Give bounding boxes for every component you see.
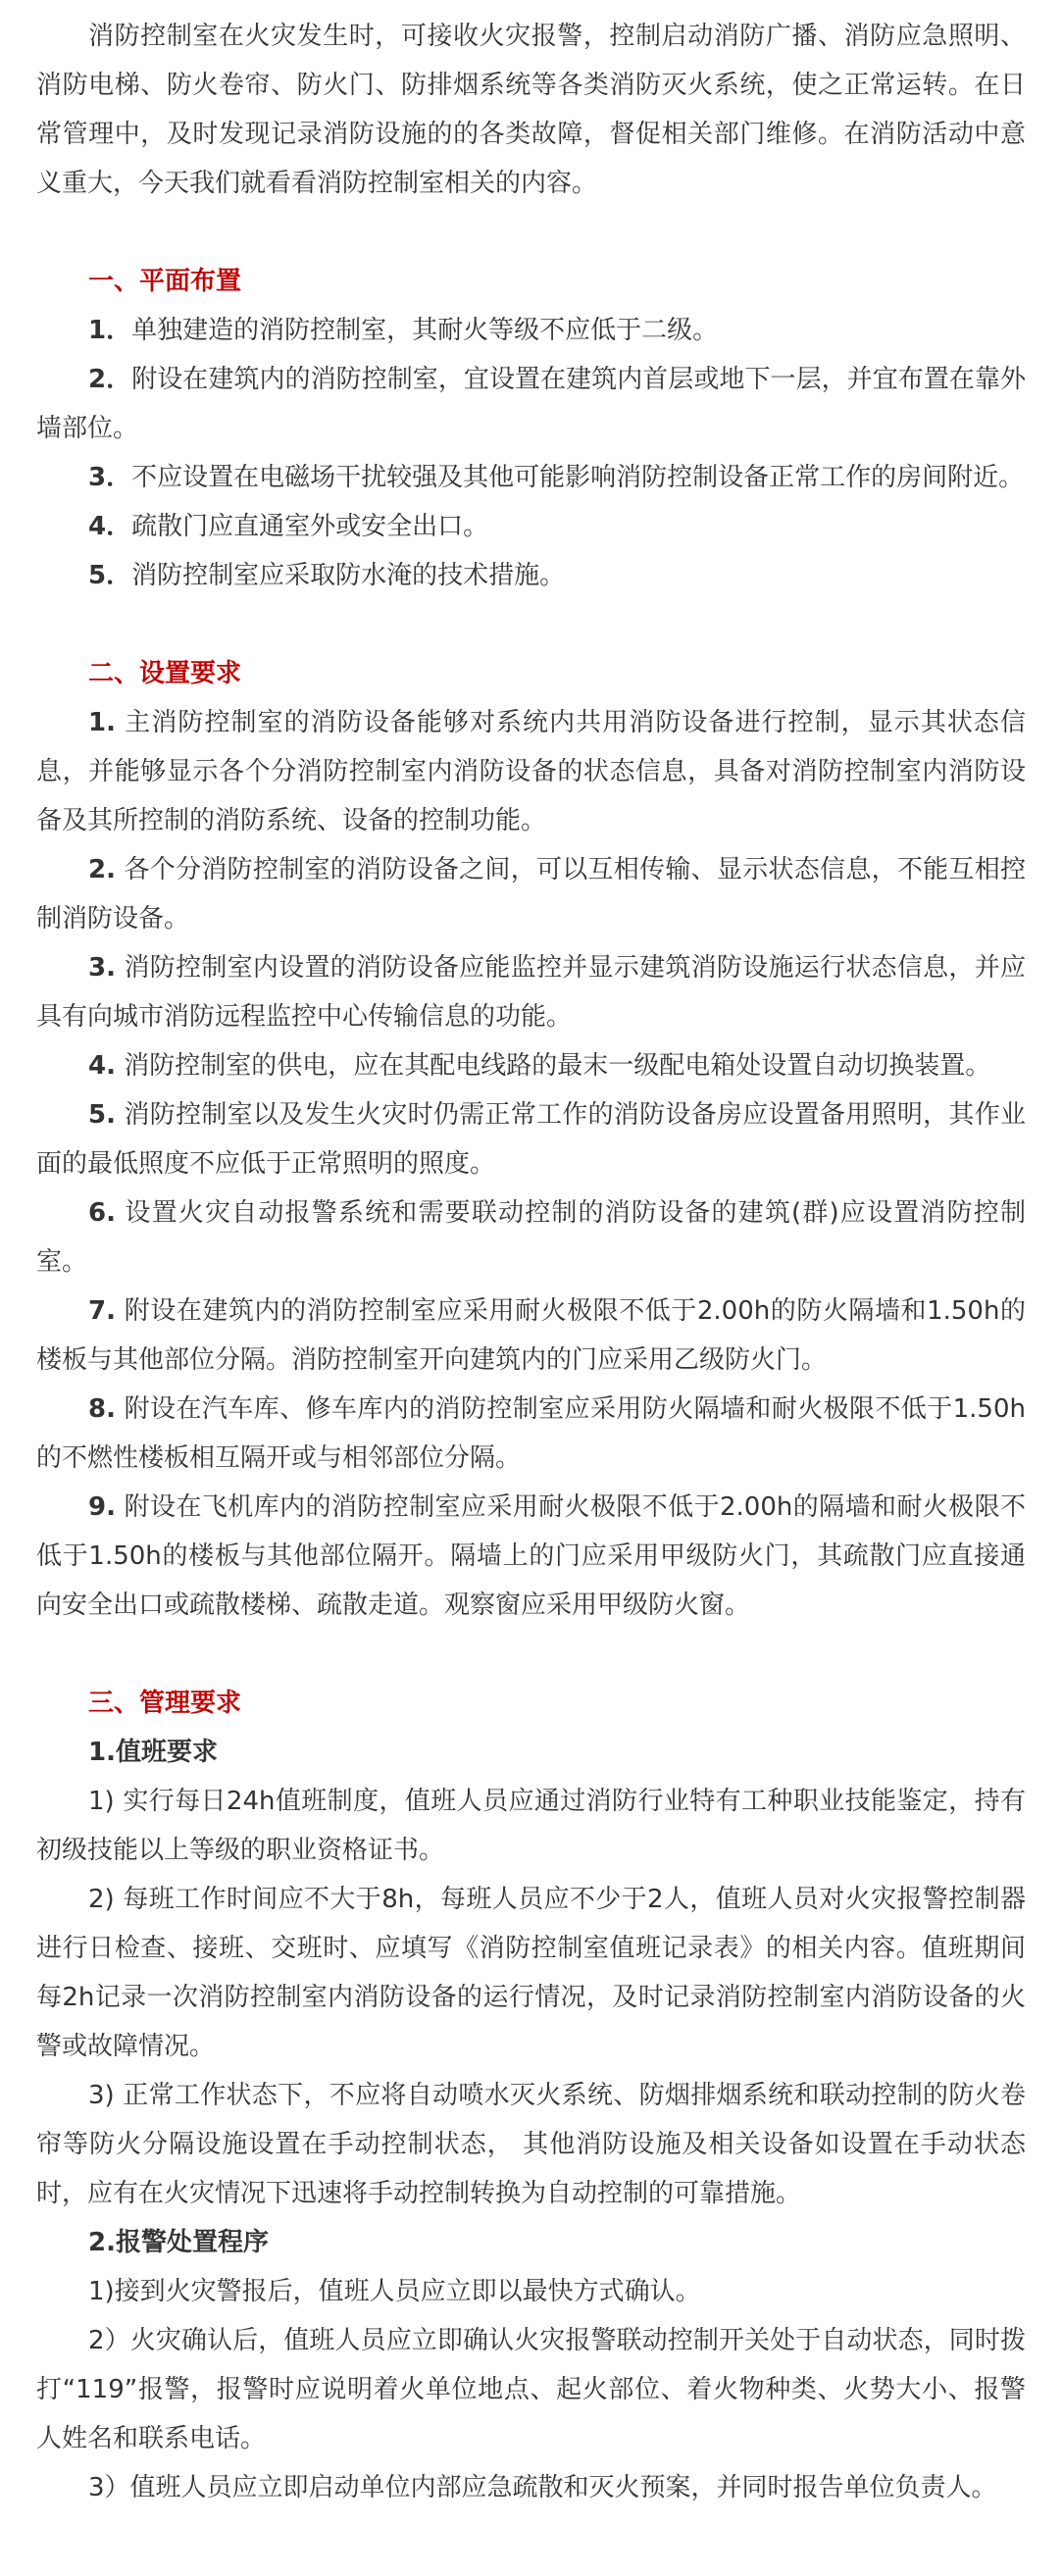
requirement-item [36,1041,1026,1090]
subsection-title-duty: 1.值班要求 [88,1738,218,1767]
item-number: 8. [88,1394,116,1424]
layout-item [36,453,1026,502]
requirement-item [36,845,1026,943]
item-text: 疏散门应直通室外或安全出口。 [131,512,489,541]
item-text: 设置火灾自动报警系统和需要联动控制的消防设备的建筑(群)应设置消防控制室。 [36,1198,1026,1277]
section-title-layout: 一、平面布置 [88,267,242,296]
item-text: 主消防控制室的消防设备能够对系统内共用消防设备进行控制，显示其状态信息，并能够显示各个分消防控制室内消防设备的状态信息，具备对消防控制室内消防设备及其所控制的消防系统、设备的控制功能。 [36,708,1026,835]
item-text: 附设在建筑内的消防控制室，宜设置在建筑内首层或地下一层，并宜布置在靠外墙部位。 [36,365,1026,443]
item-text: 附设在建筑内的消防控制室应采用耐火极限不低于2.00h的防火隔墙和1.50h的楼板与其他部位分隔。消防控制室开向建筑内的门应采用乙级防火门。 [36,1296,1026,1375]
item-text: 附设在汽车库、修车库内的消防控制室应采用防火隔墙和耐火极限不低于1.50h的不燃性楼板相互隔开或与相邻部位分隔。 [36,1394,1026,1473]
alarm-procedure-item: 1)接到火灾警报后，值班人员应立即以最快方式确认。 [88,2277,701,2306]
requirement-item [36,943,1026,1041]
layout-item [36,551,1026,600]
item-number: 5. [88,1100,116,1130]
item-text: 各个分消防控制室的消防设备之间，可以互相传输、显示状态信息，不能互相控制消防设备。 [36,855,1026,934]
section-title-requirements: 二、设置要求 [88,659,242,688]
item-text: 消防控制室以及发生火灾时仍需正常工作的消防设备房应设置备用照明，其作业面的最低照度不应低于正常照明的照度。 [36,1100,1026,1179]
item-number: 6. [88,1198,116,1228]
item-number: 4. [88,1051,116,1081]
item-number: 1. [88,708,116,737]
item-number: 2． [88,365,132,394]
item-text: 消防控制室内设置的消防设备应能监控并显示建筑消防设施运行状态信息，并应具有向城市消防远程监控中心传输信息的功能。 [36,953,1026,1032]
alarm-procedure-item: 3）值班人员应立即启动单位内部应急疏散和灭火预案，并同时报告单位负责人。 [88,2473,997,2502]
item-number: 2. [88,855,116,884]
item-text: 单独建造的消防控制室，其耐火等级不应低于二级。 [131,316,719,345]
duty-item: 1) 实行每日24h值班制度，值班人员应通过消防行业特有工种职业技能鉴定，持有初级技能以上等级的职业资格证书。 [36,1787,1026,1865]
layout-item [36,355,1026,453]
requirement-item [36,1287,1026,1385]
item-text: 不应设置在电磁场干扰较强及其他可能影响消防控制设备正常工作的房间附近。 [131,463,1025,492]
requirement-item [36,698,1026,845]
layout-item [36,306,1026,355]
alarm-procedure-item: 2）火灾确认后，值班人员应立即确认火灾报警联动控制开关处于自动状态，同时拨打“119”报警，报警时应说明着火单位地点、起火部位、着火物种类、火势大小、报警人姓名和联系电话。 [36,2326,1026,2453]
item-number: 9. [88,1492,116,1522]
requirement-item [36,1385,1026,1483]
item-text: 消防控制室的供电，应在其配电线路的最末一级配电箱处设置自动切换装置。 [115,1051,991,1081]
intro-paragraph: 消防控制室在火灾发生时，可接收火灾报警，控制启动消防广播、消防应急照明、消防电梯、防火卷帘、防火门、防排烟系统等各类消防灭火系统，使之正常运转。在日常管理中，及时发现记录消防设施的的各类故障，督促相关部门维修。在消防活动中意义重大，今天我们就看看消防控制室相关的内容。 [36,22,1026,198]
item-number: 5． [88,561,132,590]
layout-item [36,502,1026,551]
subsection-title-alarm-procedure: 2.报警处置程序 [88,2228,269,2257]
item-number: 3． [88,463,132,492]
duty-item: 3) 正常工作状态下，不应将自动喷水灭火系统、防烟排烟系统和联动控制的防火卷帘等防火分隔设施设置在手动控制状态， 其他消防设施及相关设备如设置在手动状态时，应有在火灾情况下迅速将手动控制转换为自动控制的可靠措施。 [36,2081,1026,2208]
item-number: 1． [88,316,132,345]
item-number: 3. [88,953,116,983]
requirement-item [36,1483,1026,1630]
item-text: 附设在飞机库内的消防控制室应采用耐火极限不低于2.00h的隔墙和耐火极限不低于1.50h的楼板与其他部位隔开。隔墙上的门应采用甲级防火门，其疏散门应直接通向安全出口或疏散楼梯、疏散走道。观察窗应采用甲级防火窗。 [36,1492,1026,1620]
item-text: 消防控制室应采取防水淹的技术措施。 [131,561,566,590]
requirement-item [36,1090,1026,1188]
item-number: 4． [88,512,132,541]
item-number: 7. [88,1296,116,1326]
requirement-item [36,1188,1026,1287]
section-title-management: 三、管理要求 [88,1689,242,1718]
duty-item: 2) 每班工作时间应不大于8h，每班人员应不少于2人，值班人员对火灾报警控制器进行日检查、接班、交班时、应填写《消防控制室值班记录表》的相关内容。值班期间每2h记录一次消防控制室内消防设备的运行情况，及时记录消防控制室内消防设备的火警或故障情况。 [36,1885,1026,2061]
